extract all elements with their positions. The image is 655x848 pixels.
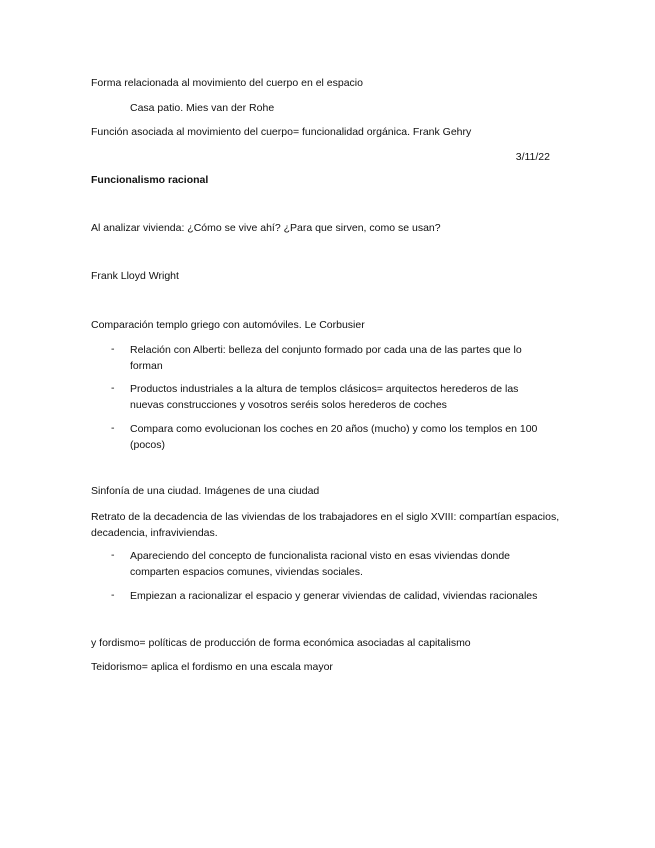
list-item: Apareciendo del concepto de funcionalista racional visto en esas viviendas donde comparten espacios comunes, viviendas sociales. xyxy=(130,550,510,578)
list-item: Relación con Alberti: belleza del conjunto formado por cada una de las partes que lo forman xyxy=(130,344,522,372)
text-line: Forma relacionada al movimiento del cuerpo en el espacio xyxy=(91,77,363,89)
text-line: Casa patio. Mies van der Rohe xyxy=(130,102,275,114)
list-item: Empiezan a racionalizar el espacio y generar viviendas de calidad, viviendas racionales xyxy=(130,590,538,602)
text-line: Comparación templo griego con automóviles. Le Corbusier xyxy=(91,319,365,331)
bullet-marker: - xyxy=(111,422,115,434)
section-heading: Funcionalismo racional xyxy=(91,174,209,186)
list-item: Productos industriales a la altura de templos clásicos= arquitectos herederos de las nuevas construcciones y vosotros seréis solos herederos de coches xyxy=(130,383,519,411)
date-label: 3/11/22 xyxy=(515,151,550,163)
paragraph: Retrato de la decadencia de las viviendas de los trabajadores en el siglo XVIII: compartían espacios, decadencia, infraviviendas. xyxy=(91,511,560,539)
text-line: Sinfonía de una ciudad. Imágenes de una ciudad xyxy=(91,485,320,497)
bullet-marker: - xyxy=(111,382,115,394)
bullet-marker: - xyxy=(111,343,115,355)
list-item: Compara como evolucionan los coches en 20 años (mucho) y como los templos en 100 (pocos) xyxy=(130,423,538,451)
text-line: Al analizar vivienda: ¿Cómo se vive ahí? ¿Para que sirven, como se usan? xyxy=(91,222,441,234)
text-line: Teidorismo= aplica el fordismo en una escala mayor xyxy=(91,661,333,673)
text-line: Función asociada al movimiento del cuerpo= funcionalidad orgánica. Frank Gehry xyxy=(91,126,472,138)
text-line: Frank Lloyd Wright xyxy=(91,270,179,282)
text-line: y fordismo= políticas de producción de forma económica asociadas al capitalismo xyxy=(91,637,471,649)
bullet-marker: - xyxy=(111,589,115,601)
bullet-marker: - xyxy=(111,549,115,561)
